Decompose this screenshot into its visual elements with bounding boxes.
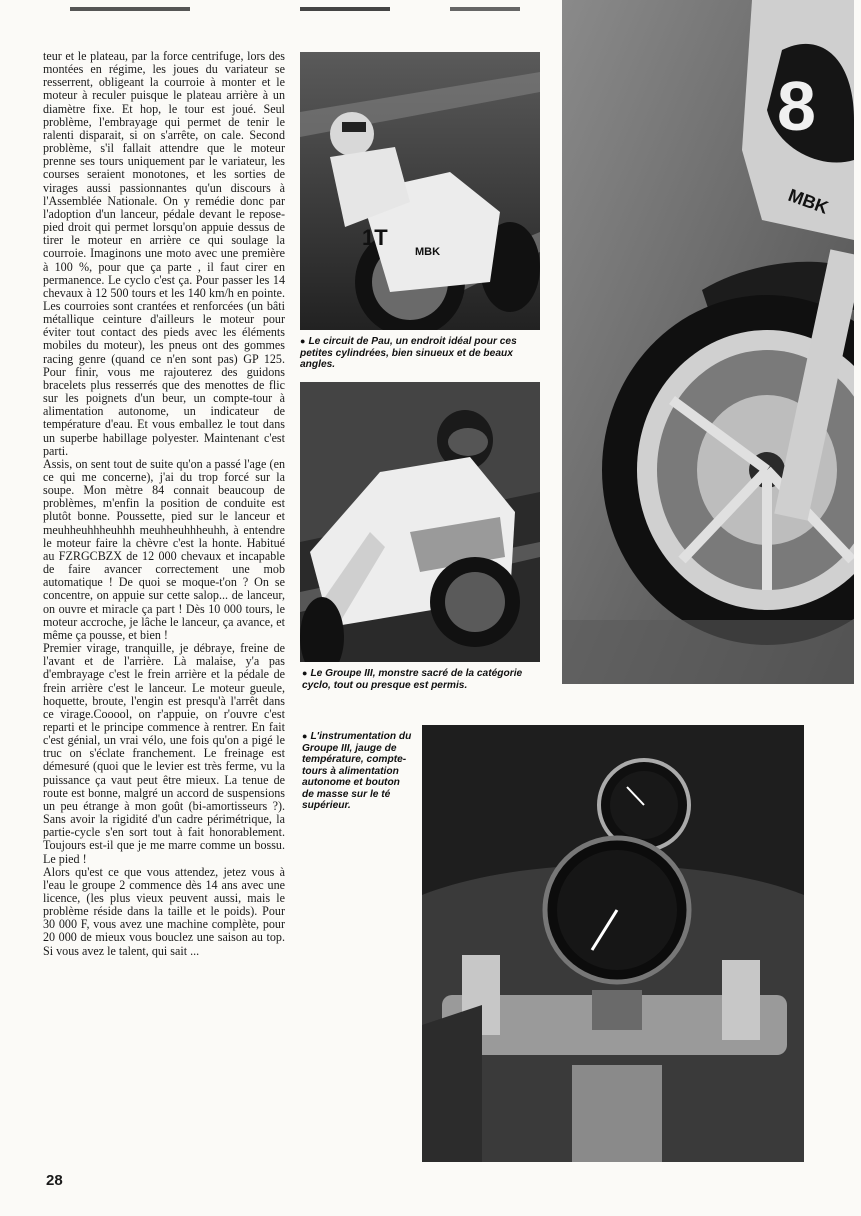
bullet-icon: ● bbox=[302, 668, 308, 678]
photo-pau-circuit bbox=[300, 52, 540, 330]
article-body bbox=[43, 50, 285, 958]
caption-pau bbox=[300, 336, 540, 371]
bullet-icon: ● bbox=[300, 336, 306, 346]
fairing-number: 1T bbox=[362, 225, 388, 250]
photo-groupe-iii bbox=[300, 382, 540, 662]
paragraph: Premier virage, tranquille, je débraye, freine de l'avant et de l'arrière. Là malaise, y'a pas d'embrayage c'est le frein arrière et la pédale de frein arrière c'est le lanceur. Le moteur gueule, hoquette, broute, l'engin est presqu'à l'arrêt dans ce virage.Cooool, on r'appuie, on r'ouvre c'est reparti et le principe commence à rentrer. En fait c'est génial, un vrai vélo, une fois qu'on a pigé le truc on s'éclate franchement. Le freinage est démesuré (quoi que le levier est très ferme, vu la puissance ça vaut peut être mieux. La tenue de route est bonne, malgré un accord de suspensions un peu étrange à mon goût (bi-amortisseurs ?). Sans avoir la rigidité d'un cadre périmétrique, la partie-cycle s'en sort tout à fait honorablement. Toujours est-il que je me marre comme un bossu. Le pied ! bbox=[43, 641, 285, 866]
page-number: 28 bbox=[46, 1172, 63, 1189]
caption-text: L'instrumentation du Groupe III, jauge de température, compte-tours à alimentation autonome et bouton de masse sur le té supérieur. bbox=[302, 731, 412, 811]
top-cropped-strip bbox=[50, 0, 530, 6]
paragraph: teur et le plateau, par la force centrifuge, lors des montées en régime, les joues du variateur se resserrent, obligeant la courroie à monter et le moteur à reculer puisque le plateau arrière à un diamètre fixe. Et hop, le tour est joué. Seul problème, l'embrayage qui permet de tenir le ralenti disparait, si on s'arrête, on cale. Second problème, s'il fallait attendre que le moteur prenne ses tours uniquement par le variateur, les courses seraient monotones, et les sorties de virages aussi passionnantes qu'un discours à l'Assemblée Nationale. On y remédie donc par l'adoption d'un lanceur, pédale devant le repose-pied droit qui permet lorsqu'on appuie dessus de tirer le moteur en arrière ce qui soulage la courroie. Imaginons une moto avec une première à 100 %, pour que ça parte , il faut cirer en permanence. Le cyclo c'est ça. Pour passer les 14 chevaux à 12 500 tours et les 140 km/h en pointe. Les courroies sont crantées et renforcées (un bâti métallique ceinture d'ailleurs le moteur pour éviter tout contact des pieds avec les éléments mobiles du moteur), les pneus ont des gommes racing genre (quand ce n'en sont pas) GP 125. Pour finir, vous me rajouterez des guidons bracelets plus resserrés que des menottes de flic sur les poignets d'un beur, un compte-tour à alimentation autonome, un indicateur de température d'eau. Et vous emballez le tout dans un superbe habillage polyester. Maintenant c'est parti. bbox=[43, 49, 285, 458]
big-fairing-brand: MBK bbox=[785, 184, 831, 218]
caption-text: Le Groupe III, monstre sacré de la catégorie cyclo, tout ou presque est permis. bbox=[302, 668, 523, 691]
big-fairing-number: 8 bbox=[777, 67, 816, 145]
caption-text: Le circuit de Pau, un endroit idéal pour ces petites cylindrées, bien sinueux et de beaux angles. bbox=[300, 336, 517, 370]
paragraph: Alors qu'est ce que vous attendez, jetez vous à l'eau le groupe 2 commence dès 14 ans avec une licence, (les plus vieux peuvent aussi, mais le problème réside dans la taille et le poids). Pour 30 000 F, vous avez une machine complète, pour 20 000 de mieux vous bouclez une saison au top. Si vous avez le talent, qui sait ... bbox=[43, 864, 285, 958]
bullet-icon: ● bbox=[302, 731, 308, 741]
caption-instrumentation bbox=[302, 731, 414, 812]
photo-front-wheel-closeup bbox=[562, 0, 854, 684]
fairing-brand: MBK bbox=[415, 246, 441, 258]
photo-instrumentation bbox=[422, 725, 804, 1162]
paragraph: Assis, on sent tout de suite qu'on a passé l'age (en ce qui me concerne), j'ai du trop forcé sur la soupe. Mon mètre 84 connait beaucoup de problèmes, m'enfin la position de conduite est plutôt bonne. Poussette, pied sur le lanceur et meuhheuhhheuhhh meuhheuhhheuhh, à entendre le moteur faire la chèvre c'est la honte. Habitué au FZRGCBZX de 12 000 chevaux et incapable de faire avancer correctement une mob automatique ! De quoi se moque-t'on ? On se concentre, on appuie sur cette salop... de lanceur, on ouvre et miracle ça part ! Dès 10 000 tours, le moteur accroche, je lâche le lanceur, ça avance, et même ça pousse, et bien ! bbox=[43, 456, 285, 642]
caption-groupe-iii bbox=[302, 668, 552, 691]
